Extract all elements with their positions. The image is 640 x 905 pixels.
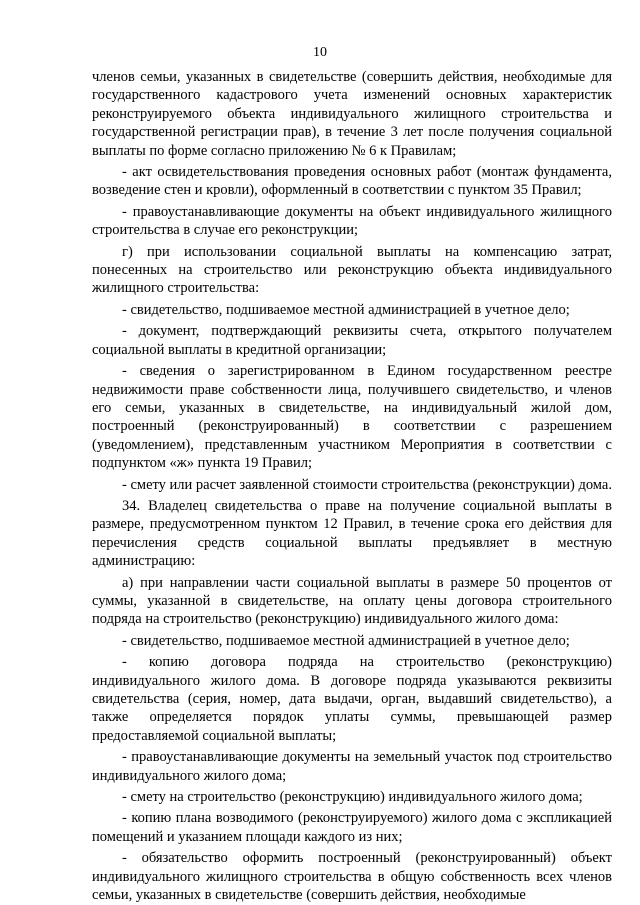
document-body — [92, 68, 612, 904]
list-item-certificate-2: - свидетельство, подшиваемое местной администрацией в учетное дело; — [122, 632, 570, 649]
list-item-contract-copy: - копию договора подряда на строительство (реконструкцию) индивидуального жилого дома. В договоре подряда указываются реквизиты свидетельства (серия, номер, дата выдачи, орган, выдавший свидетельство), а также определяется порядок уплаты суммы, превышающей размер предоставляемой социальной выплаты; — [92, 654, 612, 744]
list-item-inspection-act: - акт освидетельствования проведения основных работ (монтаж фундамента, возведение стен и кровли), оформленный в соответствии с пунктом 35 Правил; — [92, 164, 612, 199]
list-item-bank-account: - документ, подтверждающий реквизиты счета, открытого получателем социальной выплаты в кредитной организации; — [92, 323, 612, 358]
subclause-a: а) при направлении части социальной выплаты в размере 50 процентов от суммы, указанной в свидетельстве, на оплату цены договора строительного подряда на строительство (реконструкцию) индивидуального жилого дома: — [92, 574, 612, 628]
list-item-ownership-obligation: - обязательство оформить построенный (реконструированный) объект индивидуального жилищного строительства в общую собственность всех членов семьи, указанных в свидетельстве (совершить действия, необходимые — [92, 850, 612, 904]
page-number: 10 — [313, 45, 327, 60]
list-item-registry-info: - сведения о зарегистрированном в Едином государственном реестре недвижимости праве собственности лица, получившего свидетельство, и членов его семьи, указанных в свидетельстве, на индивидуальный жилой дом, построенный (реконструированный) в соответствии с разрешением (уведомлением), представленным участником Мероприятия в соответствии с подпунктом «ж» пункта 19 Правил; — [92, 363, 612, 472]
list-item-certificate: - свидетельство, подшиваемое местной администрацией в учетное дело; — [122, 301, 570, 318]
list-item-title-documents: - правоустанавливающие документы на объект индивидуального жилищного строительства в случае его реконструкции; — [92, 203, 612, 239]
list-item-land-documents: - правоустанавливающие документы на земельный участок под строительство индивидуального жилого дома; — [92, 749, 612, 784]
subclause-g: г) при использовании социальной выплаты на компенсацию затрат, понесенных на строительство или реконструкцию объекта индивидуального жилищного строительства: — [92, 243, 612, 297]
list-item-estimate: - смету или расчет заявленной стоимости строительства (реконструкции) дома. — [122, 476, 612, 493]
clause-34: 34. Владелец свидетельства о праве на получение социальной выплаты в размере, предусмотренном пунктом 12 Правил, в течение срока его действия для перечисления средств социальной выплаты предъявляет в местную администрацию: — [92, 497, 612, 570]
list-item-house-plan: - копию плана возводимого (реконструируемого) жилого дома с экспликацией помещений и указанием площади каждого из них; — [92, 810, 612, 845]
list-item-construction-estimate: - смету на строительство (реконструкцию) индивидуального жилого дома; — [122, 789, 583, 806]
paragraph-continuation: членов семьи, указанных в свидетельстве (совершить действия, необходимые для государственного кадастрового учета изменений основных характеристик реконструируемого объекта индивидуального жилищного строительства и государственной регистрации прав), в течение 3 лет после получения социальной выплаты по форме согласно приложению № 6 к Правилам; — [92, 69, 612, 159]
